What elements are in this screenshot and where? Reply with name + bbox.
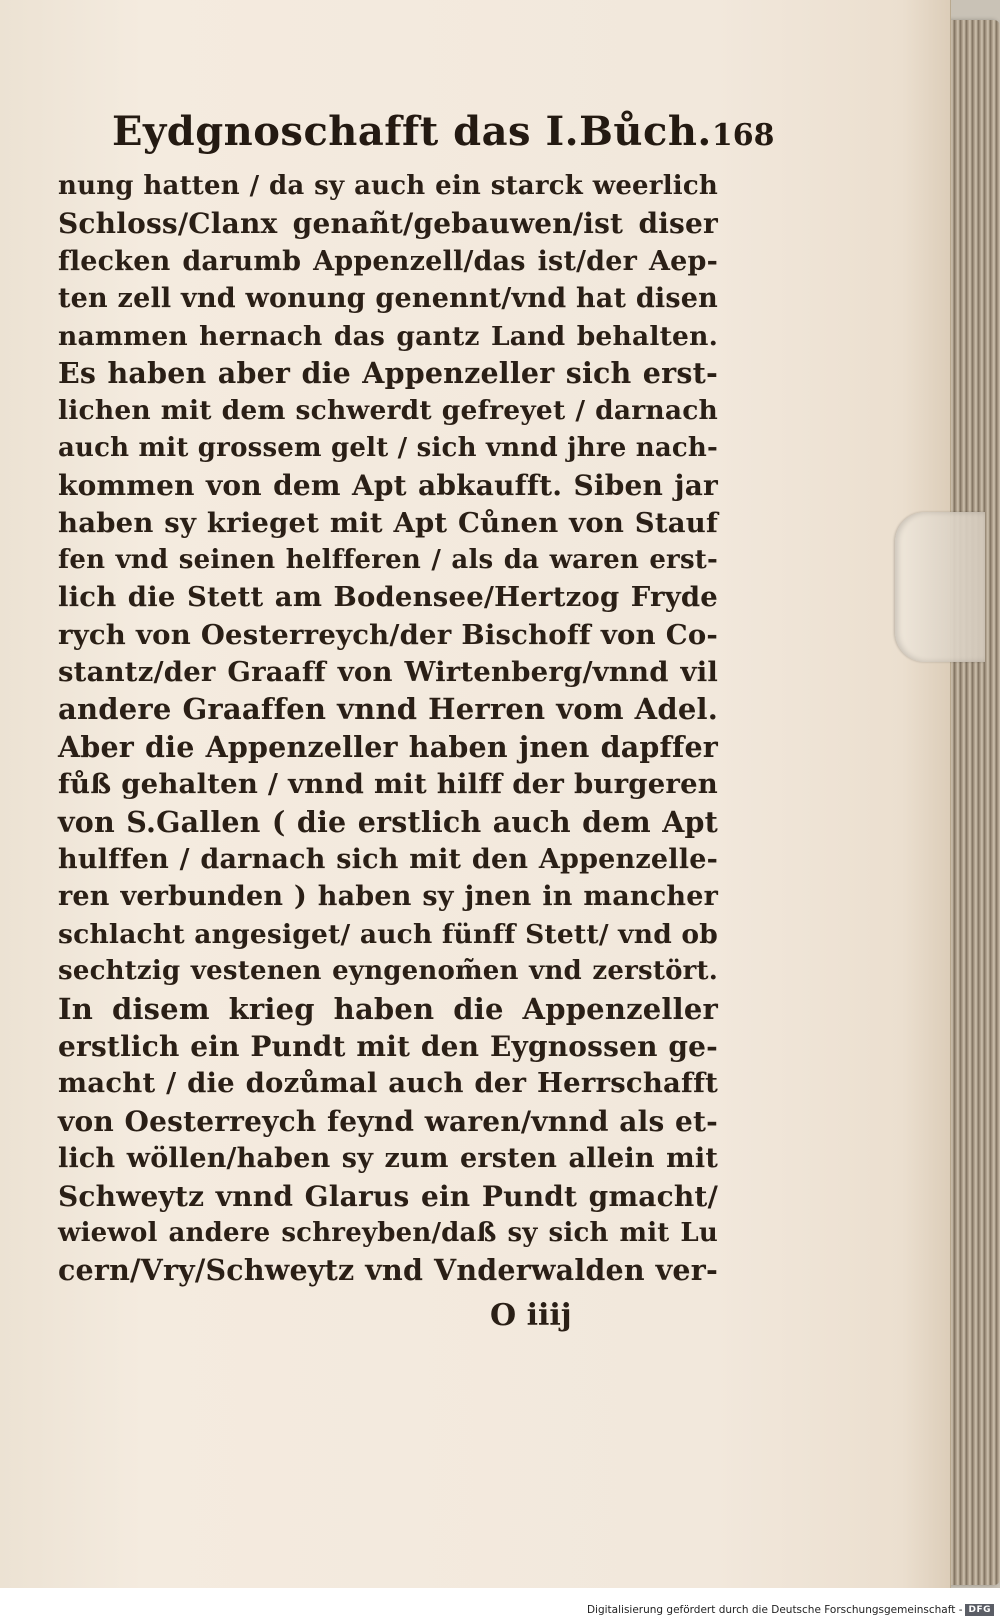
funding-credit-text: Digitalisierung gefördert durch die Deutsche Forschungsgemeinschaft -	[586, 1604, 963, 1616]
text-line: Aber die Appenzeller haben jnen dapffer	[58, 729, 718, 764]
footer-credit	[587, 1604, 994, 1616]
text-line: ren verbunden ) haben sy jnen in mancher	[58, 881, 718, 913]
body-text	[58, 168, 718, 1290]
text-line: fůß gehalten / vnnd mit hilff der burgeren	[58, 768, 718, 801]
book-page-edges	[948, 20, 1000, 1585]
text-line: rych von Oesterreych/der Bischoff von Co-	[58, 618, 718, 651]
text-line: Schweytz vnnd Glarus ein Pundt gmacht/	[58, 1179, 718, 1213]
text-line: sechtzig vestenen eyngenom̃en vnd zerstört.	[58, 956, 718, 987]
text-line: In disem krieg haben die Appenzeller	[58, 991, 718, 1026]
text-line: lich die Stett am Bodensee/Hertzog Fryde	[58, 581, 718, 614]
text-line: ten zell vnd wonung genennt/vnd hat disen	[58, 283, 718, 315]
page-clip	[895, 512, 985, 662]
text-line: hulffen / darnach sich mit den Appenzelle-	[58, 844, 718, 876]
text-line: auch mit grossem gelt / sich vnnd jhre nach-	[58, 432, 718, 463]
signature-mark: O iiij	[490, 1298, 572, 1333]
text-line: macht / die dozůmal auch der Herrschafft	[58, 1067, 718, 1100]
text-line: flecken darumb Appenzell/das ist/der Aep-	[58, 245, 718, 277]
text-line: lichen mit dem schwerdt gefreyet / darnach	[58, 395, 718, 427]
text-line: andere Graaffen vnnd Herren vom Adel.	[58, 692, 718, 727]
text-line: kommen von dem Apt abkaufft. Siben jar	[58, 469, 718, 503]
text-line: haben sy krieget mit Apt Cůnen von Stauf	[58, 506, 718, 539]
text-line: cern/Vry/Schweytz vnd Vnderwalden ver-	[58, 1253, 718, 1288]
text-line: von S.Gallen ( die erstlich auch dem Apt	[58, 804, 718, 839]
text-line: Es haben aber die Appenzeller sich erst-	[58, 355, 718, 390]
text-line: nung hatten / da sy auch ein starck weerlich	[58, 171, 718, 201]
text-line: erstlich ein Pundt mit den Eygnossen ge-	[58, 1029, 718, 1063]
text-line: Schloss/Clanx genañt/gebauwen/ist diser	[58, 207, 718, 241]
page-header	[112, 108, 775, 162]
text-line: stantz/der Graaff von Wirtenberg/vnnd vil	[58, 656, 718, 689]
text-line: schlacht angesiget/ auch fünff Stett/ vnd ob	[58, 918, 718, 950]
text-line: nammen hernach das gantz Land behalten.	[58, 320, 718, 352]
text-line: fen vnd seinen helfferen / als da waren erst-	[58, 544, 718, 575]
page-number: 168	[711, 118, 775, 153]
text-line: lich wöllen/haben sy zum ersten allein mit	[58, 1143, 718, 1175]
running-title: Eydgnoschafft das I.Bůch.	[112, 108, 712, 155]
dfg-logo: DFG	[965, 1604, 994, 1616]
text-line: wiewol andere schreyben/daß sy sich mit Lu	[58, 1217, 718, 1248]
text-line: von Oesterreych feynd waren/vnnd als et-	[58, 1104, 718, 1138]
